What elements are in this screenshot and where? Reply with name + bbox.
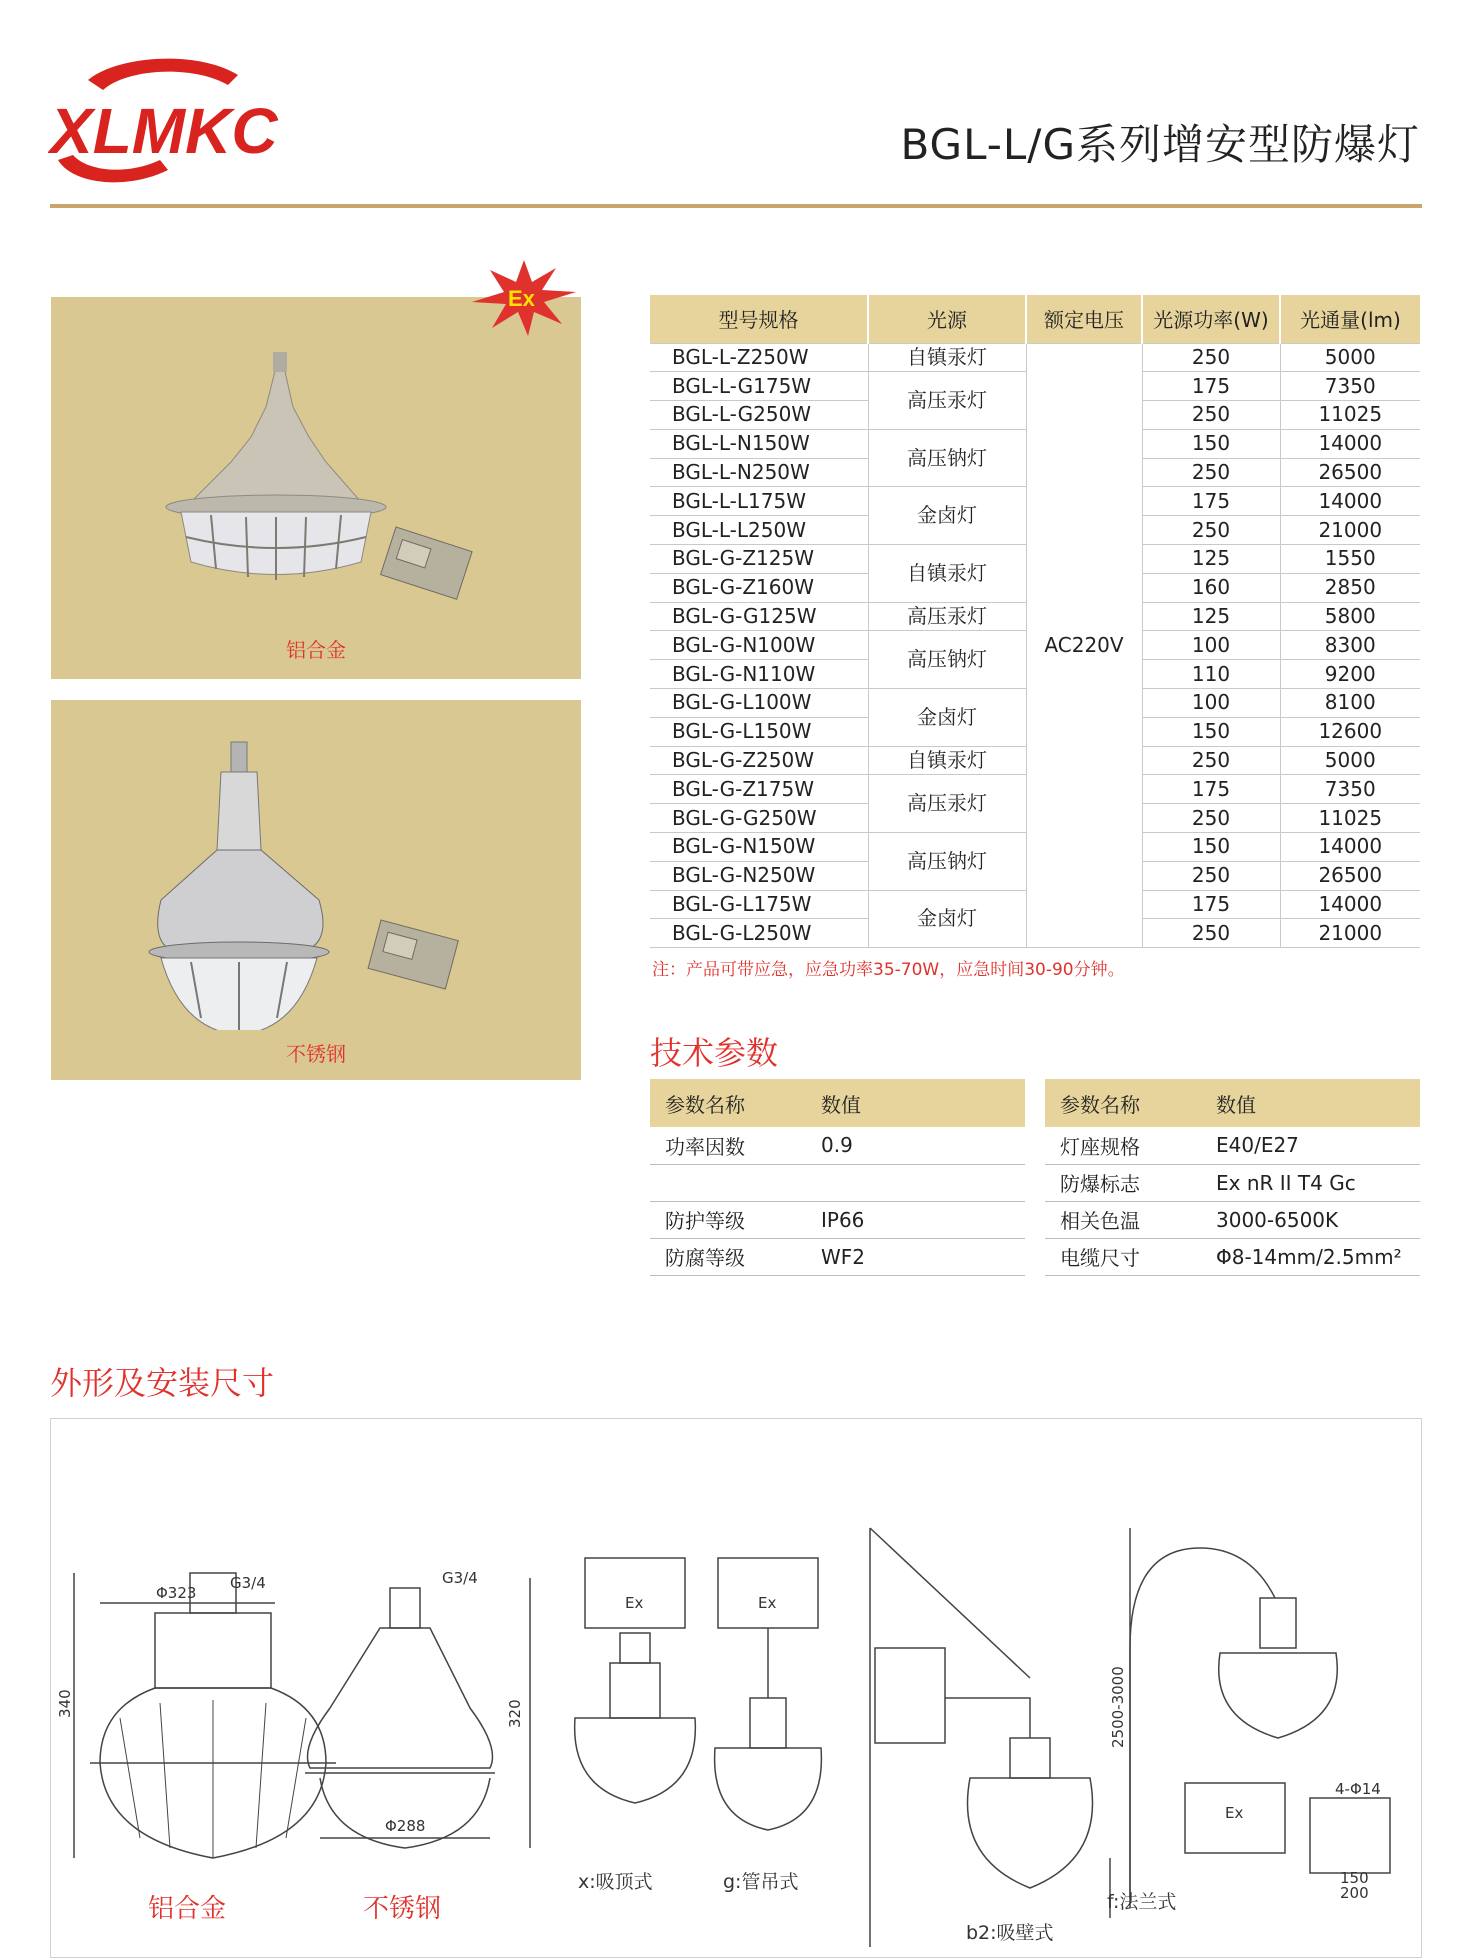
steel-lamp-image [51, 700, 581, 1030]
alloy-thread-label: G3/4 [230, 1574, 266, 1592]
param-value [806, 1164, 1025, 1201]
alloy-lamp-image [51, 297, 581, 627]
param-name: 防护等级 [650, 1201, 806, 1238]
table-row [1045, 1127, 1420, 1164]
table-row [1045, 1164, 1420, 1201]
flux-cell: 26500 [1280, 861, 1420, 890]
power-cell: 125 [1142, 602, 1280, 631]
power-cell: 250 [1142, 861, 1280, 890]
power-cell: 250 [1142, 516, 1280, 545]
flux-cell: 14000 [1280, 890, 1420, 919]
th-param-value: 数值 [1201, 1079, 1420, 1127]
flux-cell: 14000 [1280, 833, 1420, 862]
param-name: 相关色温 [1045, 1201, 1201, 1238]
flange-200-label: 200 [1340, 1884, 1369, 1902]
param-value: IP66 [806, 1201, 1025, 1238]
brand-logo [48, 50, 348, 190]
flux-cell: 12600 [1280, 717, 1420, 746]
model-cell: BGL-L-L175W [650, 487, 868, 516]
steel-thread-label: G3/4 [442, 1569, 478, 1587]
flux-cell: 1550 [1280, 545, 1420, 574]
th-source: 光源 [868, 295, 1026, 343]
table-row [1045, 1238, 1420, 1275]
table-row [650, 1127, 1025, 1164]
alloy-height-label: 340 [56, 1689, 74, 1718]
flux-cell: 14000 [1280, 429, 1420, 458]
model-cell: BGL-G-Z250W [650, 746, 868, 775]
tech-table-left [650, 1079, 1025, 1276]
model-cell: BGL-G-L250W [650, 919, 868, 948]
mount-f-caption: f:法兰式 [1107, 1891, 1177, 1913]
mount-b2-caption: b2:吸壁式 [966, 1922, 1054, 1944]
alloy-dia-label: Φ323 [156, 1584, 197, 1602]
header-rule [50, 204, 1422, 208]
tech-table-right [1045, 1079, 1420, 1276]
power-cell: 175 [1142, 487, 1280, 516]
flux-cell: 11025 [1280, 401, 1420, 430]
model-cell: BGL-G-N100W [650, 631, 868, 660]
th-param-name: 参数名称 [1045, 1079, 1201, 1127]
model-cell: BGL-G-G125W [650, 602, 868, 631]
power-cell: 175 [1142, 775, 1280, 804]
mount-x-caption: x:吸顶式 [578, 1871, 653, 1893]
source-cell: 自镇汞灯 [868, 343, 1026, 372]
param-name: 防腐等级 [650, 1238, 806, 1275]
th-flux: 光通量(lm) [1280, 295, 1420, 343]
model-cell: BGL-G-L175W [650, 890, 868, 919]
flange-150-label: 150 [1340, 1869, 1369, 1887]
flux-cell: 2850 [1280, 573, 1420, 602]
pole-height-label: 2500-3000 [1109, 1666, 1127, 1748]
power-cell: 160 [1142, 573, 1280, 602]
power-cell: 175 [1142, 890, 1280, 919]
steel-label: 不锈钢 [286, 1042, 346, 1066]
steel-photo-panel [51, 700, 581, 1080]
param-name: 防爆标志 [1045, 1164, 1201, 1201]
box-ex-label: Ex [1225, 1804, 1244, 1822]
param-name: 灯座规格 [1045, 1127, 1201, 1164]
mount-g-caption: g:管吊式 [723, 1871, 799, 1893]
model-cell: BGL-L-L250W [650, 516, 868, 545]
param-name [650, 1164, 806, 1201]
source-cell: 金卤灯 [868, 689, 1026, 747]
flux-cell: 7350 [1280, 775, 1420, 804]
model-cell: BGL-G-N250W [650, 861, 868, 890]
flux-cell: 8300 [1280, 631, 1420, 660]
source-cell: 高压汞灯 [868, 775, 1026, 833]
steel-dia-label: Φ288 [385, 1817, 426, 1835]
param-name: 电缆尺寸 [1045, 1238, 1201, 1275]
param-value: E40/E27 [1201, 1127, 1420, 1164]
table-row [650, 1238, 1025, 1275]
model-cell: BGL-L-Z250W [650, 343, 868, 372]
source-cell: 高压钠灯 [868, 833, 1026, 891]
param-value: Φ8-14mm/2.5mm² [1201, 1238, 1420, 1275]
flux-cell: 5000 [1280, 746, 1420, 775]
param-name: 功率因数 [650, 1127, 806, 1164]
flux-cell: 14000 [1280, 487, 1420, 516]
model-cell: BGL-G-Z160W [650, 573, 868, 602]
svg-text:Ex: Ex [508, 286, 535, 311]
th-model: 型号规格 [650, 295, 868, 343]
source-cell: 自镇汞灯 [868, 746, 1026, 775]
table-row [1045, 1201, 1420, 1238]
model-cell: BGL-G-L150W [650, 717, 868, 746]
source-cell: 金卤灯 [868, 890, 1026, 948]
flux-cell: 26500 [1280, 458, 1420, 487]
table-row [650, 1164, 1025, 1201]
ex-badge-icon [468, 258, 580, 338]
source-cell: 高压汞灯 [868, 372, 1026, 430]
power-cell: 250 [1142, 458, 1280, 487]
model-cell: BGL-L-N150W [650, 429, 868, 458]
dim-alloy-caption: 铝合金 [148, 1894, 227, 1924]
power-cell: 110 [1142, 660, 1280, 689]
power-cell: 100 [1142, 689, 1280, 718]
voltage-cell: AC220V [1026, 343, 1142, 948]
flux-cell: 21000 [1280, 516, 1420, 545]
flux-cell: 5800 [1280, 602, 1420, 631]
model-cell: BGL-G-L100W [650, 689, 868, 718]
alloy-photo-panel [51, 297, 581, 679]
flux-cell: 11025 [1280, 804, 1420, 833]
model-cell: BGL-L-G250W [650, 401, 868, 430]
source-cell: 高压钠灯 [868, 429, 1026, 487]
power-cell: 250 [1142, 401, 1280, 430]
param-value: 0.9 [806, 1127, 1025, 1164]
table-note: 注：产品可带应急，应急功率35-70W，应急时间30-90分钟。 [652, 960, 1125, 980]
param-value: Ex nR II T4 Gc [1201, 1164, 1420, 1201]
power-cell: 150 [1142, 833, 1280, 862]
model-cell: BGL-G-Z125W [650, 545, 868, 574]
param-value: WF2 [806, 1238, 1025, 1275]
source-cell: 自镇汞灯 [868, 545, 1026, 603]
th-voltage: 额定电压 [1026, 295, 1142, 343]
model-cell: BGL-L-G175W [650, 372, 868, 401]
power-cell: 175 [1142, 372, 1280, 401]
power-cell: 250 [1142, 746, 1280, 775]
model-cell: BGL-G-Z175W [650, 775, 868, 804]
flux-cell: 9200 [1280, 660, 1420, 689]
flux-cell: 8100 [1280, 689, 1420, 718]
th-power: 光源功率(W) [1142, 295, 1280, 343]
power-cell: 100 [1142, 631, 1280, 660]
model-cell: BGL-G-N110W [650, 660, 868, 689]
steel-height-label: 320 [506, 1699, 524, 1728]
box-ex-label: Ex [625, 1594, 644, 1612]
power-cell: 150 [1142, 429, 1280, 458]
table-row [650, 1201, 1025, 1238]
th-param-name: 参数名称 [650, 1079, 806, 1127]
th-param-value: 数值 [806, 1079, 1025, 1127]
model-cell: BGL-G-N150W [650, 833, 868, 862]
flux-cell: 21000 [1280, 919, 1420, 948]
page-title: BGL-L/G系列增安型防爆灯 [900, 120, 1420, 169]
tech-section-title: 技术参数 [650, 1034, 779, 1072]
flux-cell: 7350 [1280, 372, 1420, 401]
param-value: 3000-6500K [1201, 1201, 1420, 1238]
power-cell: 250 [1142, 343, 1280, 372]
dims-section-title: 外形及安装尺寸 [50, 1364, 275, 1402]
source-cell: 高压汞灯 [868, 602, 1026, 631]
model-cell: BGL-L-N250W [650, 458, 868, 487]
power-cell: 150 [1142, 717, 1280, 746]
power-cell: 125 [1142, 545, 1280, 574]
source-cell: 高压钠灯 [868, 631, 1026, 689]
model-cell: BGL-G-G250W [650, 804, 868, 833]
flux-cell: 5000 [1280, 343, 1420, 372]
spec-table [650, 295, 1420, 948]
box-ex-label: Ex [758, 1594, 777, 1612]
alloy-label: 铝合金 [286, 638, 346, 662]
table-row [650, 343, 1420, 372]
power-cell: 250 [1142, 804, 1280, 833]
brand-text: XLMKC [50, 95, 278, 167]
flange-holes-label: 4-Φ14 [1335, 1780, 1381, 1798]
source-cell: 金卤灯 [868, 487, 1026, 545]
power-cell: 250 [1142, 919, 1280, 948]
dim-steel-caption: 不锈钢 [363, 1894, 442, 1924]
